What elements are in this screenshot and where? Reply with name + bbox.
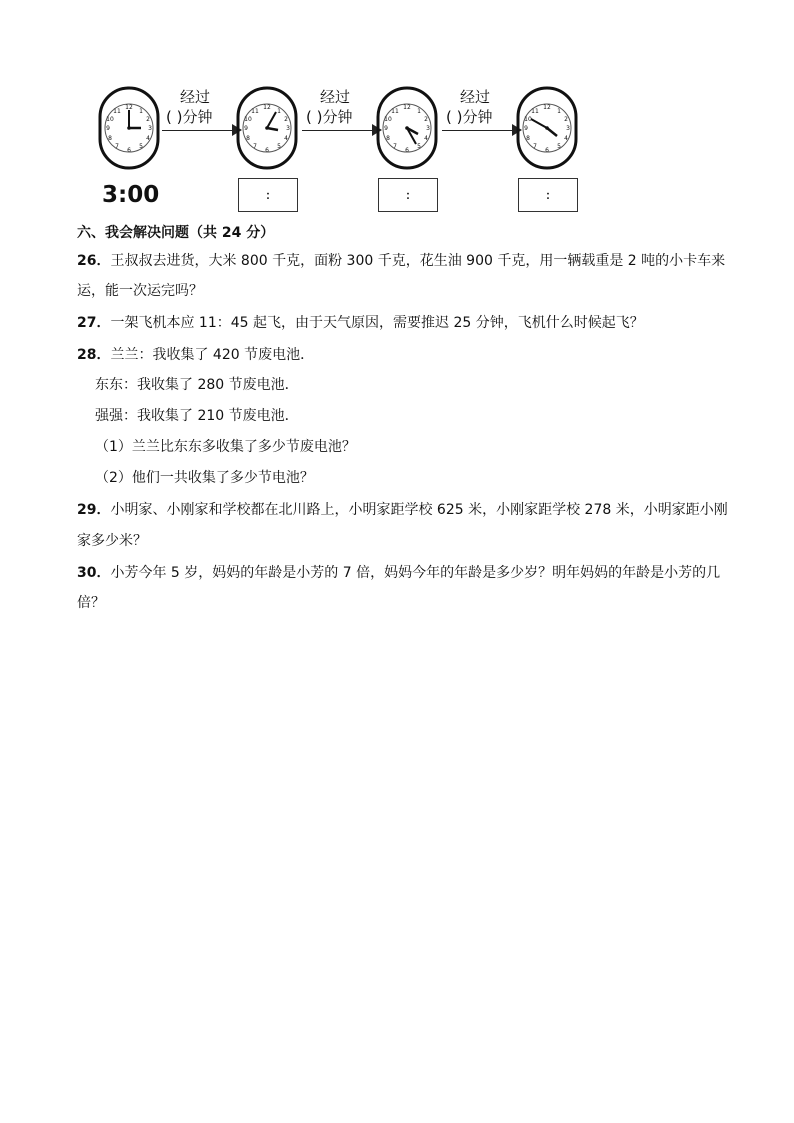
clock-sequence-figure: [90, 78, 590, 218]
svg-text:12: 12: [125, 104, 133, 111]
clock-4: [516, 86, 578, 170]
svg-text:6: 6: [127, 147, 131, 154]
svg-text:12: 12: [263, 104, 271, 111]
svg-text:7: 7: [533, 143, 537, 150]
svg-text:10: 10: [244, 116, 252, 123]
clock-3: [376, 86, 438, 170]
question-27-line-1: [77, 312, 644, 332]
svg-text:3: 3: [286, 125, 290, 132]
svg-text:3: 3: [426, 125, 430, 132]
svg-text:5: 5: [139, 143, 143, 150]
svg-text:1: 1: [277, 108, 281, 115]
svg-text:10: 10: [384, 116, 392, 123]
question-27-number: 27．: [77, 315, 111, 331]
svg-text:1: 1: [417, 108, 421, 115]
question-26-text-2: 运，能一次运完吗？: [77, 283, 203, 299]
question-29-number: 29．: [77, 502, 111, 518]
svg-text:6: 6: [545, 147, 549, 154]
svg-text:9: 9: [244, 125, 248, 132]
svg-text:7: 7: [393, 143, 397, 150]
question-30-text-2: 倍？: [77, 595, 105, 611]
svg-text:4: 4: [564, 135, 568, 142]
svg-text:3: 3: [148, 125, 152, 132]
arrow-1-bottom-label: ( )分钟: [166, 108, 213, 126]
svg-text:11: 11: [251, 108, 259, 115]
svg-text:8: 8: [246, 135, 250, 142]
svg-text:2: 2: [424, 116, 428, 123]
arrow-2-line: [302, 130, 380, 131]
clock-face-icon: [516, 86, 578, 170]
question-28-text-2: 东东：我收集了 280 节废电池．: [95, 377, 299, 393]
svg-text:11: 11: [531, 108, 539, 115]
clock-face-icon: [98, 86, 160, 170]
answer-box-1[interactable]: :: [238, 178, 298, 212]
svg-text:10: 10: [106, 116, 114, 123]
svg-text:7: 7: [253, 143, 257, 150]
arrow-1-line: [162, 130, 240, 131]
question-26-text-1: 王叔叔去进货，大米 800 千克，面粉 300 千克，花生油 900 千克，用一辆载重是 2 吨的小卡车来: [110, 253, 726, 269]
svg-text:4: 4: [284, 135, 288, 142]
svg-text:1: 1: [139, 108, 143, 115]
arrow-2-bottom-label: ( )分钟: [306, 108, 353, 126]
question-29-text-1: 小明家、小刚家和学校都在北川路上，小明家距学校 625 米，小刚家距学校 278 米，小明家距小刚: [110, 502, 728, 518]
svg-text:6: 6: [265, 147, 269, 154]
arrow-2-top-label: 经过: [320, 88, 351, 106]
svg-text:8: 8: [526, 135, 530, 142]
svg-text:8: 8: [108, 135, 112, 142]
question-28-text-3: 强强：我收集了 210 节废电池．: [95, 408, 299, 424]
svg-text:6: 6: [405, 147, 409, 154]
arrow-3-top-label: 经过: [460, 88, 491, 106]
clock-face-icon: [376, 86, 438, 170]
question-29-text-2: 家多少米？: [77, 533, 147, 549]
arrow-3-bottom-label: ( )分钟: [446, 108, 493, 126]
svg-text:12: 12: [403, 104, 411, 111]
question-27-text-1: 一架飞机本应 11：45 起飞，由于天气原因，需要推迟 25 分钟，飞机什么时候起飞？: [110, 315, 644, 331]
start-time-label: 3:00: [102, 182, 160, 208]
question-30-line-1: [77, 562, 720, 582]
arrow-1-top-label: 经过: [180, 88, 211, 106]
clock-1: [98, 86, 160, 170]
clock-2: [236, 86, 298, 170]
svg-text:2: 2: [564, 116, 568, 123]
question-28-number: 28．: [77, 347, 111, 363]
svg-text:9: 9: [106, 125, 110, 132]
svg-text:1: 1: [557, 108, 561, 115]
svg-text:4: 4: [424, 135, 428, 142]
answer-box-3[interactable]: :: [518, 178, 578, 212]
question-28-sub-1: （1）兰兰比东东多收集了多少节废电池？: [95, 439, 356, 455]
question-28-text-1: 兰兰：我收集了 420 节废电池．: [110, 347, 315, 363]
svg-text:11: 11: [391, 108, 399, 115]
question-29-line-1: [77, 499, 728, 519]
arrow-2: [302, 86, 380, 146]
question-26-line-1: [77, 250, 725, 270]
svg-text:11: 11: [113, 108, 121, 115]
svg-text:8: 8: [386, 135, 390, 142]
section-title: 六、我会解决问题（共 24 分）: [77, 225, 275, 241]
svg-text:5: 5: [557, 143, 561, 150]
arrow-3-line: [442, 130, 520, 131]
arrow-3: [442, 86, 520, 146]
svg-text:2: 2: [146, 116, 150, 123]
answer-box-2[interactable]: :: [378, 178, 438, 212]
question-28-line-1: [77, 344, 314, 364]
svg-text:4: 4: [146, 135, 150, 142]
svg-text:2: 2: [284, 116, 288, 123]
arrow-1: [162, 86, 240, 146]
svg-text:9: 9: [384, 125, 388, 132]
svg-text:9: 9: [524, 125, 528, 132]
question-26-number: 26．: [77, 253, 111, 269]
clock-face-icon: [236, 86, 298, 170]
svg-text:7: 7: [115, 143, 119, 150]
svg-text:3: 3: [566, 125, 570, 132]
svg-text:5: 5: [417, 143, 421, 150]
svg-text:5: 5: [277, 143, 281, 150]
question-30-text-1: 小芳今年 5 岁，妈妈的年龄是小芳的 7 倍，妈妈今年的年龄是多少岁？明年妈妈的年龄是小芳的几: [110, 565, 721, 581]
svg-text:12: 12: [543, 104, 551, 111]
question-28-sub-2: （2）他们一共收集了多少节电池？: [95, 470, 314, 486]
question-30-number: 30．: [77, 565, 111, 581]
svg-text:10: 10: [524, 116, 532, 123]
